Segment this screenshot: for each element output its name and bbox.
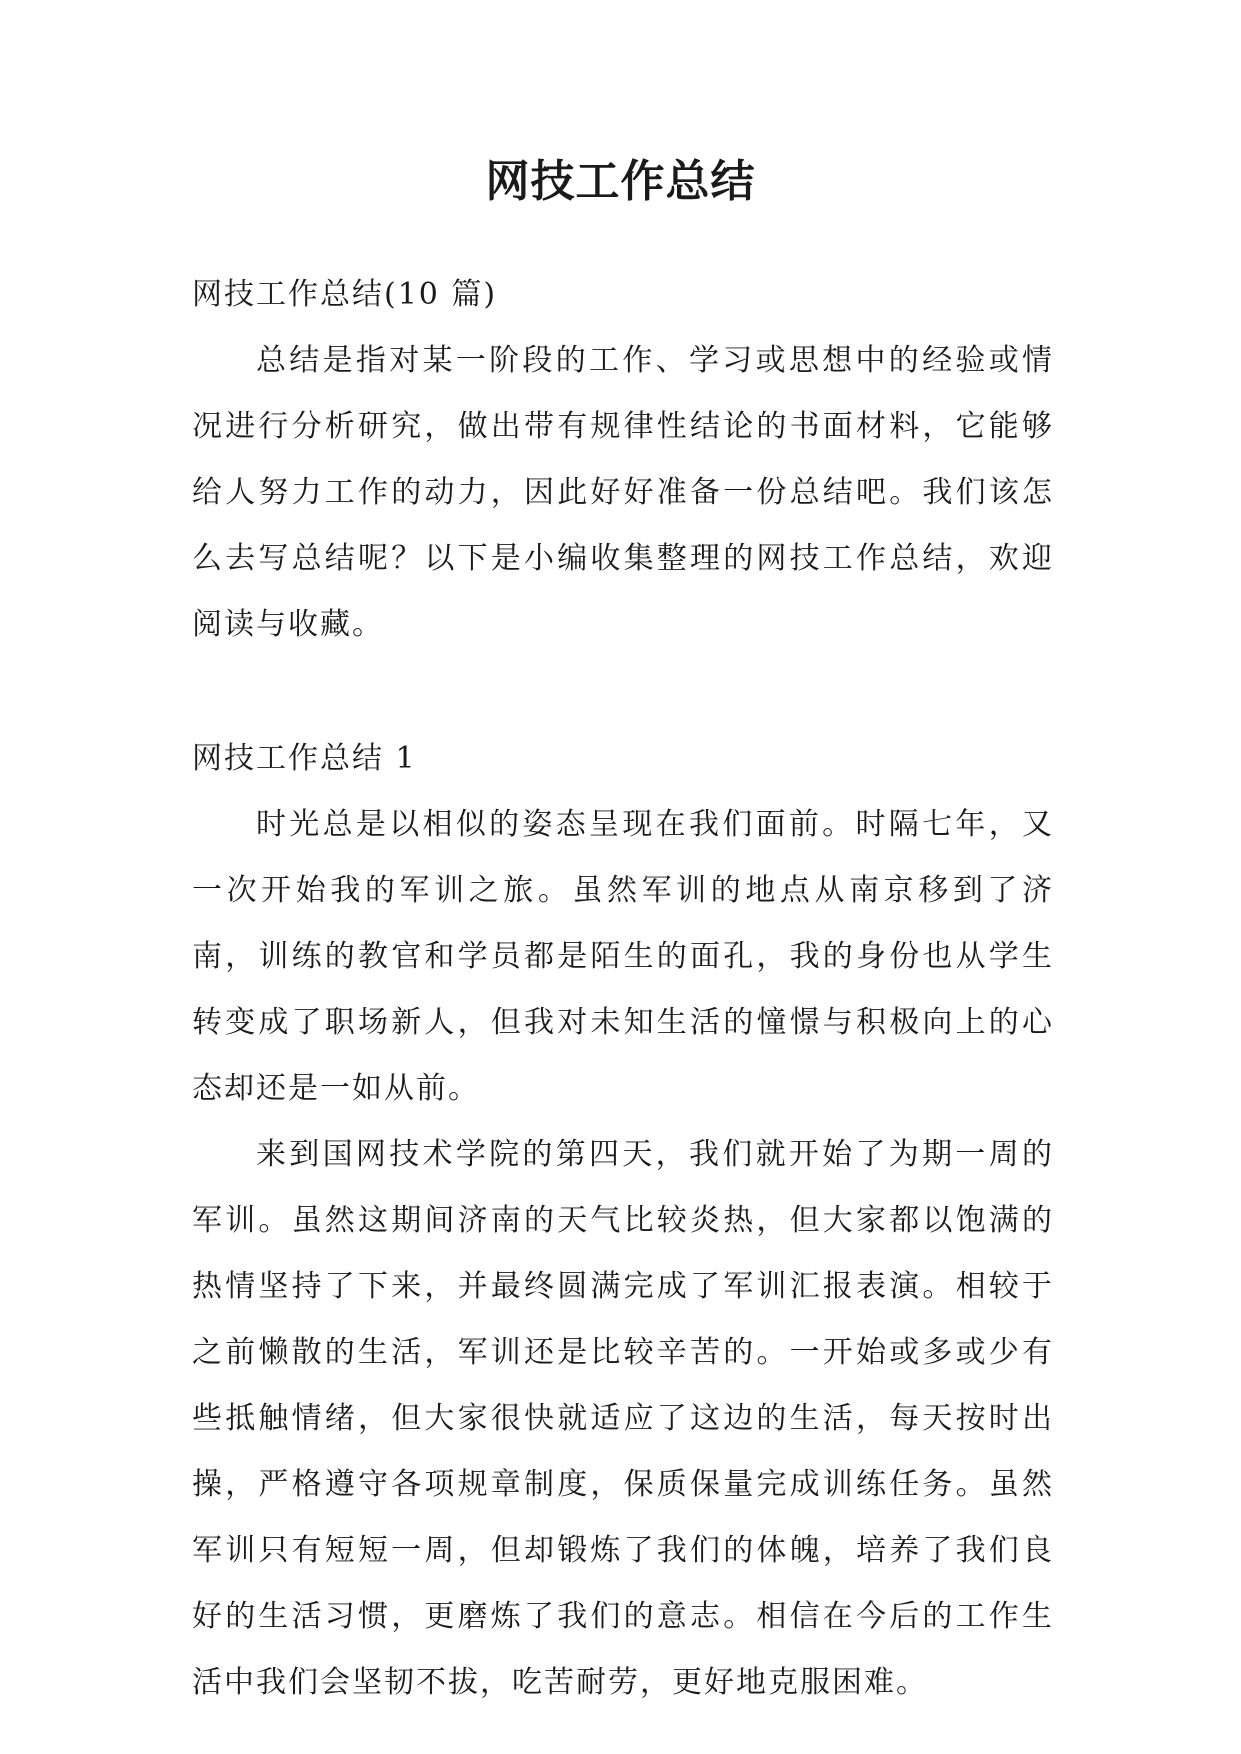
section-1-paragraph-2: 来到国网技术学院的第四天，我们就开始了为期一周的军训。虽然这期间济南的天气比较炎热，但大家都以饱满的热情坚持了下来，并最终圆满完成了军训汇报表演。相较于之前懒散的生活，军训还是比较辛苦的。一开始或多或少有些抵触情绪，但大家很快就适应了这边的生活，每天按时出操，严格遵守各项规章制度，保质保量完成训练任务。虽然军训只有短短一周，但却锻炼了我们的体魄，培养了我们良好的生活习惯，更磨炼了我们的意志。相信在今后的工作生活中我们会坚韧不拔，吃苦耐劳，更好地克服困难。: [192, 1137, 1054, 1700]
section-spacer: [192, 658, 1054, 726]
section-1-paragraph-1: 时光总是以相似的姿态呈现在我们面前。时隔七年，又一次开始我的军训之旅。虽然军训的地点从南京移到了济南，训练的教官和学员都是陌生的面孔，我的身份也从学生转变成了职场新人，但我对未知生活的憧憬与积极向上的心态却还是一如从前。: [192, 807, 1054, 1106]
document-body: [192, 262, 1054, 1716]
intro-paragraph: 总结是指对某一阶段的工作、学习或思想中的经验或情况进行分析研究，做出带有规律性结论的书面材料，它能够给人努力工作的动力，因此好好准备一份总结吧。我们该怎么去写总结呢？以下是小编收集整理的网技工作总结，欢迎阅读与收藏。: [192, 343, 1054, 642]
section-1-heading: 网技工作总结 1: [192, 741, 417, 776]
intro-heading: 网技工作总结(10 篇): [192, 277, 498, 312]
document-title: 网技工作总结: [485, 156, 756, 207]
